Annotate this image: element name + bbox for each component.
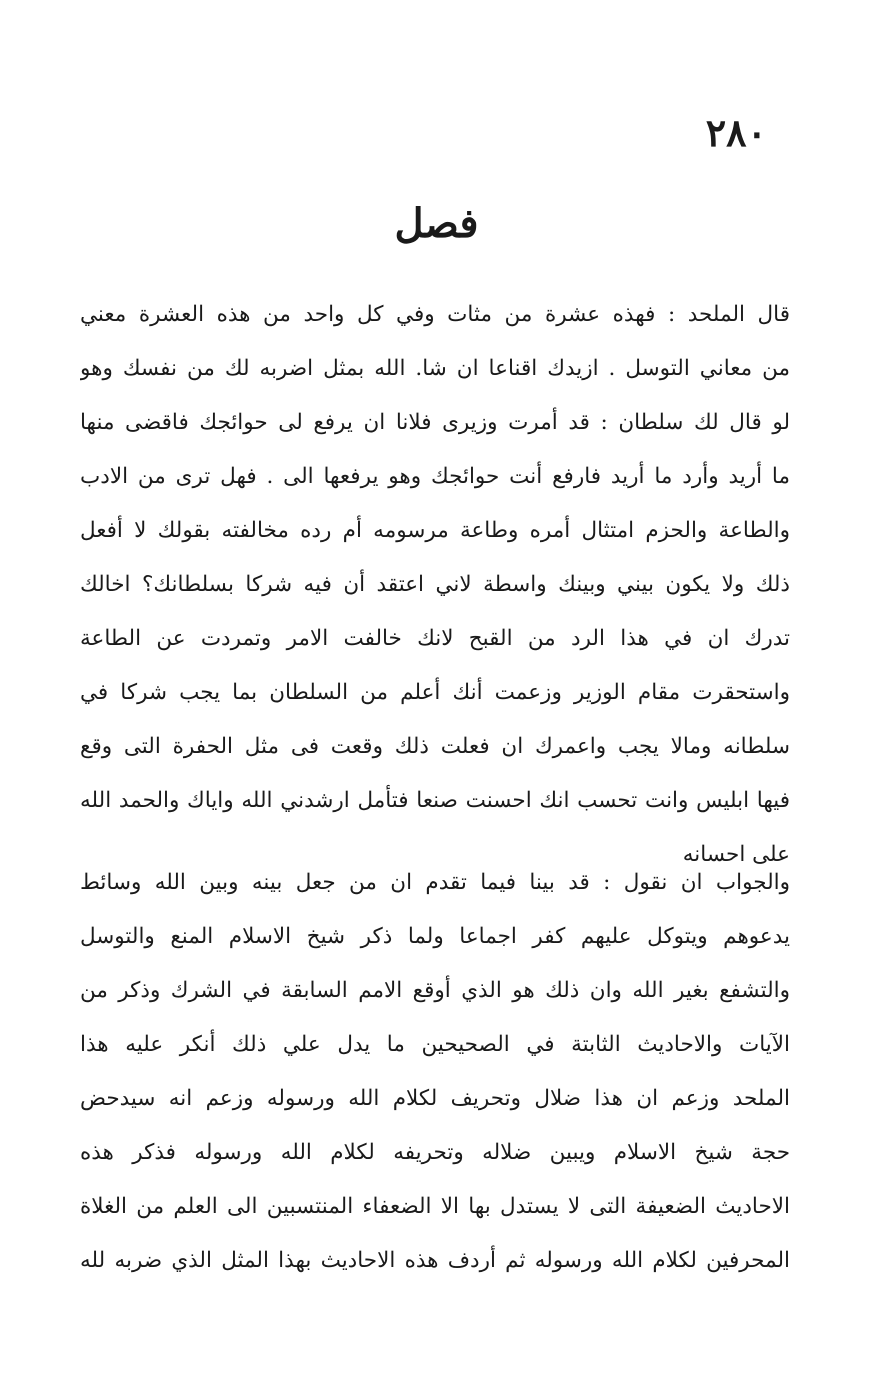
page-number: ٢٨٠ — [705, 110, 767, 155]
text-line: المحرفين لكلام الله ورسوله ثم أردف هذه الاحاديث بهذا المثل الذي ضربه لله — [80, 1248, 790, 1273]
text-line: ما أريد وأرد ما أريد فارفع أنت حوائجك وهو يرفعها الى . فهل ترى من الادب — [80, 464, 790, 489]
text-line: الاحاديث الضعيفة التى لا يستدل بها الا الضعفاء المنتسبين الى العلم من الغلاة — [80, 1194, 790, 1219]
text-line: على احسانه — [682, 842, 790, 867]
paragraph-2 — [80, 856, 790, 1288]
text-line: لو قال لك سلطان : قد أمرت وزيرى فلانا ان يرفع لى حوائجك فاقضى منها — [80, 410, 790, 435]
text-line: قال الملحد : فهذه عشرة من مثات وفي كل واحد من هذه العشرة معني — [80, 302, 790, 327]
text-line: والطاعة والحزم امتثال أمره وطاعة مرسومه أم رده مخالفته بقولك لا أفعل — [80, 518, 790, 543]
text-line: من معاني التوسل . ازيدك اقناعا ان شا. الله بمثل اضربه لك من نفسك وهو — [80, 356, 790, 381]
text-line: الآيات والاحاديث الثابتة في الصحيحين ما يدل علي ذلك أنكر عليه هذا — [80, 1032, 790, 1057]
text-line: سلطانه ومالا يجب واعمرك ان فعلت ذلك وقعت فى مثل الحفرة التى وقع — [80, 734, 790, 759]
paragraph-1 — [80, 288, 790, 882]
section-heading: فصل — [394, 200, 479, 247]
text-line: والجواب ان نقول : قد بينا فيما تقدم ان من جعل بينه وبين الله وسائط — [80, 870, 790, 895]
text-line: والتشفع بغير الله وان ذلك هو الذي أوقع الامم السابقة في الشرك وذكر من — [80, 978, 790, 1003]
text-line: الملحد وزعم ان هذا ضلال وتحريف لكلام الله ورسوله وزعم انه سيدحض — [80, 1086, 790, 1111]
text-line: واستحقرت مقام الوزير وزعمت أنك أعلم من السلطان بما يجب شركا في — [80, 680, 790, 705]
text-line: يدعوهم ويتوكل عليهم كفر اجماعا ولما ذكر شيخ الاسلام المنع والتوسل — [80, 924, 790, 949]
text-line: ذلك ولا يكون بيني وبينك واسطة لاني اعتقد أن فيه شركا بسلطانك؟ اخالك — [80, 572, 790, 597]
text-line: حجة شيخ الاسلام ويبين ضلاله وتحريفه لكلام الله ورسوله فذكر هذه — [80, 1140, 790, 1165]
text-line: فيها ابليس وانت تحسب انك احسنت صنعا فتأمل ارشدني الله واياك والحمد الله — [80, 788, 790, 813]
text-line: تدرك ان في هذا الرد من القبح لانك خالفت الامر وتمردت عن الطاعة — [80, 626, 790, 651]
